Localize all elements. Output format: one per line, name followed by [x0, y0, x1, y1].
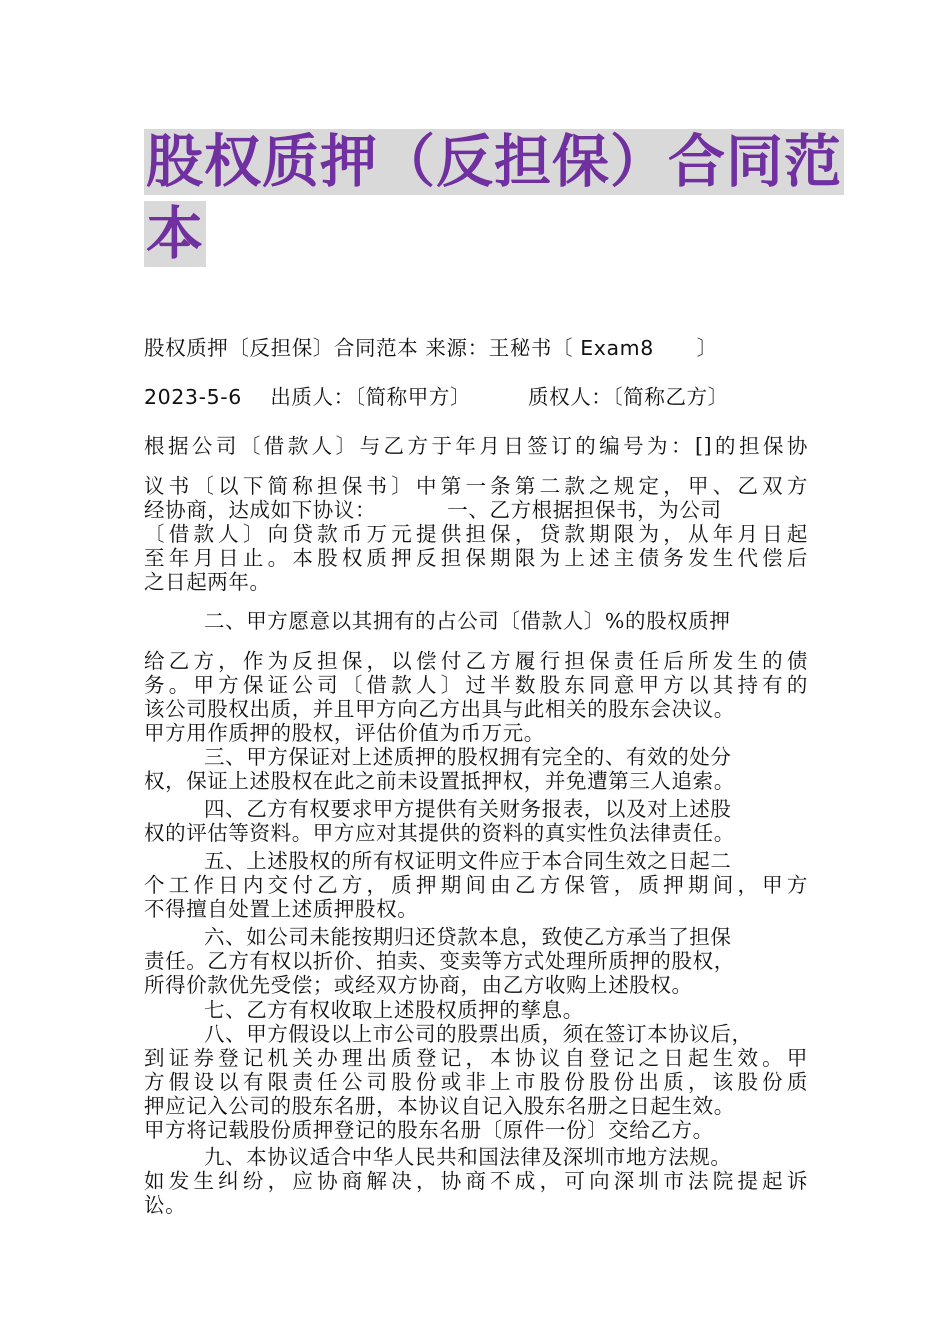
meta-source-line: 股权质押〔反担保〕合同范本 来源：王秘书〔 Exam8 〕 [144, 336, 718, 360]
body-line: 个工作日内交付乙方，质押期间由乙方保管，质押期间，甲方 [144, 873, 808, 897]
title-text-2: 本 [146, 201, 204, 267]
body-line: 九、本协议适合中华人民共和国法律及深圳市地方法规。 [204, 1145, 732, 1169]
body-line: 至年月日止。本股权质押反担保期限为上述主债务发生代偿后 [144, 546, 808, 570]
body-line: 甲方将记载股份质押登记的股东名册〔原件一份〕交给乙方。 [144, 1118, 714, 1142]
body-line: 四、乙方有权要求甲方提供有关财务报表，以及对上述股 [204, 797, 732, 821]
document-title-line-2 [144, 200, 206, 268]
body-line: 议书〔以下简称担保书〕中第一条第二款之规定，甲、乙双方 [144, 474, 808, 498]
body-line: 到证券登记机关办理出质登记，本协议自登记之日起生效。甲 [144, 1046, 808, 1070]
body-line: 责任。乙方有权以折价、拍卖、变卖等方式处理所质押的股权， [144, 949, 735, 973]
body-line: 押应记入公司的股东名册，本协议自记入股东名册之日起生效。 [144, 1094, 735, 1118]
body-line: 讼。 [144, 1193, 187, 1217]
body-line: 八、甲方假设以上市公司的股票出质，须在签订本协议后， [204, 1022, 753, 1046]
body-line: 三、甲方保证对上述质押的股权拥有完全的、有效的处分 [204, 745, 732, 769]
body-line: 之日起两年。 [144, 570, 271, 594]
body-line: 不得擅自处置上述质押股权。 [144, 897, 419, 921]
body-line: 根据公司〔借款人〕与乙方于年月日签订的编号为：[]的担保协 [144, 434, 808, 458]
document-title-line-1 [144, 128, 844, 196]
body-line: 务。甲方保证公司〔借款人〕过半数股东同意甲方以其持有的 [144, 673, 808, 697]
body-line: 二、甲方愿意以其拥有的占公司〔借款人〕%的股权质押 [204, 609, 731, 633]
body-line: 六、如公司未能按期归还贷款本息，致使乙方承当了担保 [204, 925, 732, 949]
body-line: 如发生纠纷，应协商解决，协商不成，可向深圳市法院提起诉 [144, 1169, 808, 1193]
body-line: 经协商，达成如下协议： 一、乙方根据担保书，为公司 [144, 498, 722, 522]
body-line: 权，保证上述股权在此之前未设置抵押权，并免遭第三人追索。 [144, 769, 735, 793]
body-line: 〔借款人〕向贷款币万元提供担保，贷款期限为，从年月日起 [144, 522, 808, 546]
title-text-1: 股权质押（反担保）合同范 [146, 129, 842, 195]
meta-parties-line: 2023-5-6 出质人：〔简称甲方〕 质权人：〔简称乙方〕 [144, 385, 729, 409]
body-line: 方假设以有限责任公司股份或非上市股份股份出质，该股份质 [144, 1070, 808, 1094]
body-line: 该公司股权出质，并且甲方向乙方出具与此相关的股东会决议。 [144, 697, 735, 721]
body-line: 给乙方，作为反担保，以偿付乙方履行担保责任后所发生的债 [144, 649, 808, 673]
body-line: 七、乙方有权收取上述股权质押的孳息。 [204, 998, 584, 1022]
body-line: 权的评估等资料。甲方应对其提供的资料的真实性负法律责任。 [144, 821, 735, 845]
body-line: 五、上述股权的所有权证明文件应于本合同生效之日起二 [204, 849, 732, 873]
body-line: 甲方用作质押的股权，评估价值为币万元。 [144, 721, 545, 745]
body-line: 所得价款优先受偿；或经双方协商，由乙方收购上述股权。 [144, 973, 693, 997]
